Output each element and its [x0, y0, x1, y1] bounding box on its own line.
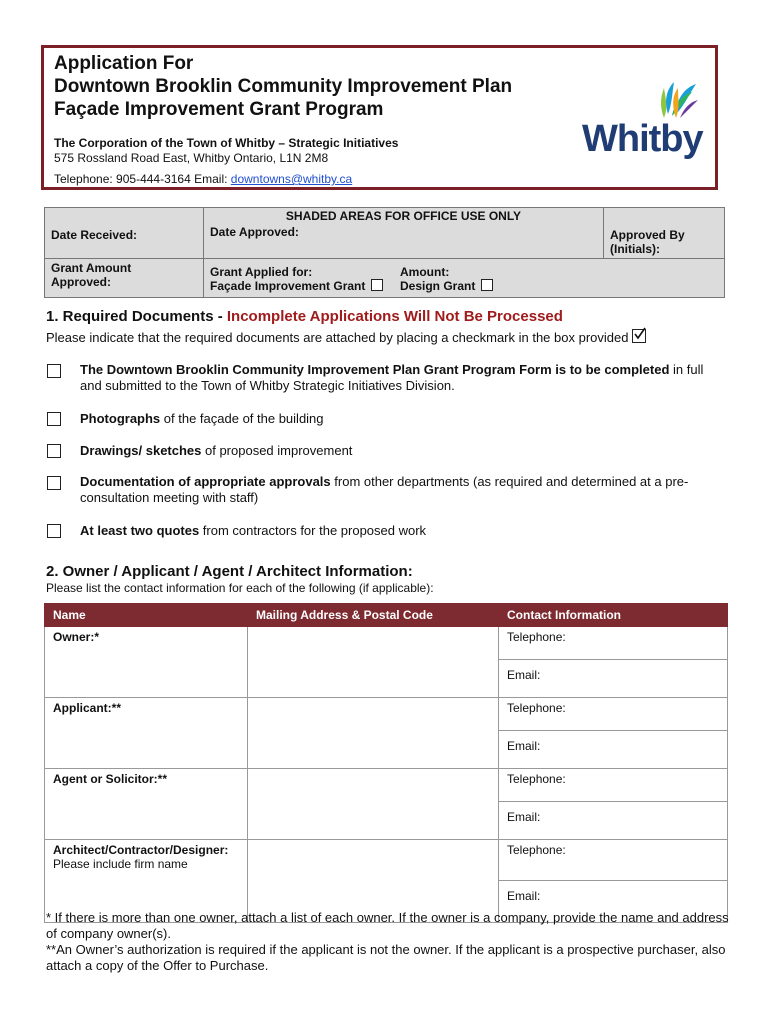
office-heading: SHADED AREAS FOR OFFICE USE ONLY — [285, 209, 522, 223]
approved-by-cell — [604, 208, 725, 259]
design-grant-label: Design Grant — [400, 279, 476, 293]
item-3-rest: of proposed improvement — [201, 443, 353, 458]
owner-email-cell[interactable] — [499, 660, 728, 698]
checkmark-example-icon — [632, 329, 646, 343]
applicant-telephone-label: Telephone: — [507, 701, 566, 715]
title-line-3: Façade Improvement Grant Program — [54, 99, 384, 120]
checkbox-drawings[interactable] — [47, 444, 61, 458]
office-heading-cell — [204, 208, 604, 259]
checkbox-quotes[interactable] — [47, 524, 61, 538]
date-approved-label: Date Approved: — [210, 225, 299, 239]
required-item-4 — [80, 474, 720, 506]
architect-email-label: Email: — [507, 889, 541, 903]
section2-title: 2. Owner / Applicant / Agent / Architect Information: — [46, 563, 413, 580]
title-line-1: Application For — [54, 53, 194, 74]
section1-instruction-line — [46, 329, 646, 346]
applicant-label: Applicant:** — [53, 701, 122, 715]
checkbox-documentation[interactable] — [47, 476, 61, 490]
initials-label: (Initials): — [610, 242, 660, 256]
applicant-email-cell[interactable] — [499, 731, 728, 769]
logo-wordmark: Whitby — [582, 118, 703, 160]
table-row — [45, 769, 728, 802]
agent-email-cell[interactable] — [499, 802, 728, 840]
date-received-cell — [45, 208, 204, 259]
section1-instruction: Please indicate that the required documents are attached by placing a checkmark in the box provided — [46, 330, 629, 345]
approved-by-label: Approved By — [610, 228, 685, 242]
corporation-name: The Corporation of the Town of Whitby – Strategic Initiatives — [54, 136, 399, 150]
header-contact: Contact Information — [499, 604, 728, 627]
checkbox-form[interactable] — [47, 364, 61, 378]
applicant-name-cell[interactable] — [45, 698, 248, 769]
required-item-5 — [80, 523, 720, 539]
item-5-bold: At least two quotes — [80, 523, 200, 538]
item-3-bold: Drawings/ sketches — [80, 443, 202, 458]
architect-label: Architect/Contractor/Designer: — [53, 843, 229, 857]
date-received-label: Date Received: — [51, 228, 138, 242]
approved-label: Approved: — [51, 275, 111, 289]
owner-email-label: Email: — [507, 668, 541, 682]
title-line-2: Downtown Brooklin Community Improvement Plan — [54, 76, 513, 97]
email-link[interactable]: downtowns@whitby.ca — [230, 172, 353, 186]
owner-name-cell[interactable] — [45, 627, 248, 698]
applicant-email-label: Email: — [507, 739, 541, 753]
section1-title-prefix: 1. Required Documents - — [46, 308, 227, 325]
item-2-bold: Photographs — [80, 411, 161, 426]
footnote-1: * If there is more than one owner, attach a list of each owner. If the owner is a company, provide the name and address of company owner(s). — [46, 910, 729, 941]
section2-instruction: Please list the contact information for each of the following (if applicable): — [46, 581, 434, 595]
agent-telephone-label: Telephone: — [507, 772, 566, 786]
item-1-rest: in full and submitted to the Town of Whitby Strategic Initiatives Division. — [80, 362, 704, 393]
facade-grant-label: Façade Improvement Grant — [210, 279, 366, 293]
amount-label: Amount: — [400, 265, 450, 279]
design-grant-checkbox[interactable] — [481, 279, 493, 291]
section1-warning: Incomplete Applications Will Not Be Processed — [226, 308, 563, 325]
office-use-table — [44, 207, 725, 298]
owner-label: Owner:* — [53, 630, 100, 644]
grant-applied-label: Grant Applied for: — [210, 265, 313, 279]
required-item-1 — [80, 362, 720, 394]
page-title — [54, 52, 512, 121]
applicant-telephone-cell[interactable] — [499, 698, 728, 731]
header-address: Mailing Address & Postal Code — [248, 604, 499, 627]
table-row — [45, 840, 728, 881]
table-row — [45, 698, 728, 731]
grant-amount-label: Grant Amount — [51, 261, 132, 275]
table-row — [45, 627, 728, 660]
header-name: Name — [45, 604, 248, 627]
required-item-3 — [80, 443, 720, 459]
owner-telephone-cell[interactable] — [499, 627, 728, 660]
telephone-line — [54, 172, 352, 186]
architect-telephone-cell[interactable] — [499, 840, 728, 881]
grant-amount-cell — [45, 259, 204, 298]
item-4-rest: from other departments (as required and determined at a pre-consultation meeting with staff) — [80, 474, 689, 505]
telephone-label: Telephone: 905-444-3164 Email: — [54, 172, 231, 186]
architect-telephone-label: Telephone: — [507, 843, 566, 857]
architect-note: Please include firm name — [53, 857, 188, 871]
contact-table — [44, 603, 728, 923]
facade-grant-checkbox[interactable] — [371, 279, 383, 291]
item-1-bold: The Downtown Brooklin Community Improvement Plan Grant Program Form is to be completed — [80, 362, 670, 377]
footnote-2: **An Owner’s authorization is required if the applicant is not the owner. If the applicant is a prospective purchaser, also attach a copy of the Offer to Purchase. — [46, 942, 726, 973]
item-2-rest: of the façade of the building — [160, 411, 324, 426]
address: 575 Rossland Road East, Whitby Ontario, L1N 2M8 — [54, 151, 329, 165]
applicant-address-cell[interactable] — [248, 698, 499, 769]
agent-label: Agent or Solicitor:** — [53, 772, 168, 786]
owner-telephone-label: Telephone: — [507, 630, 566, 644]
agent-name-cell[interactable] — [45, 769, 248, 840]
section1-title — [46, 308, 563, 325]
item-4-bold: Documentation of appropriate approvals — [80, 474, 331, 489]
item-5-rest: from contractors for the proposed work — [199, 523, 427, 538]
grant-applied-cell — [204, 259, 725, 298]
agent-address-cell[interactable] — [248, 769, 499, 840]
checkbox-photographs[interactable] — [47, 412, 61, 426]
required-item-2 — [80, 411, 720, 427]
agent-telephone-cell[interactable] — [499, 769, 728, 802]
agent-email-label: Email: — [507, 810, 541, 824]
owner-address-cell[interactable] — [248, 627, 499, 698]
